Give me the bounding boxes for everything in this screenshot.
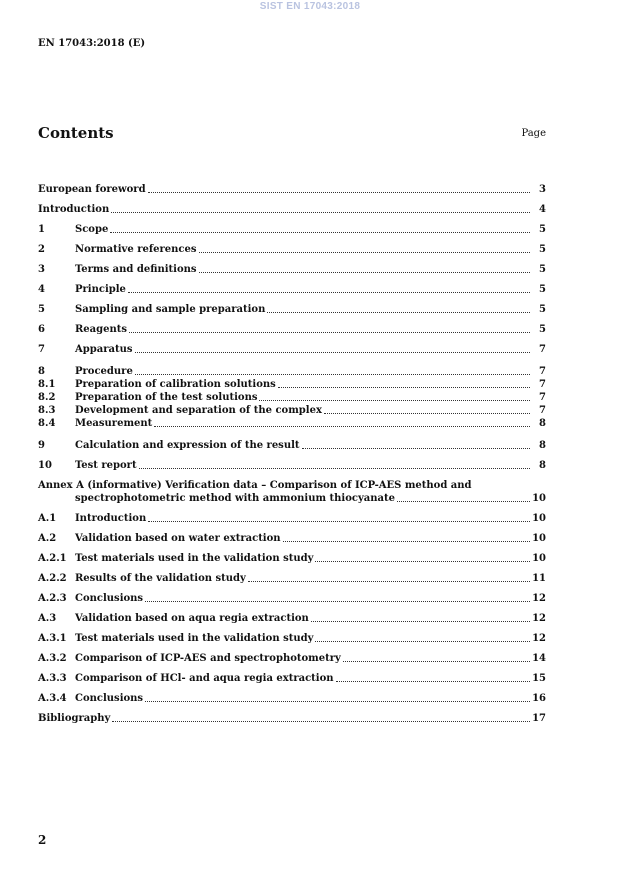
toc-entry-title: Test materials used in the validation study	[75, 553, 314, 564]
toc-entry-number: 4	[38, 284, 45, 295]
toc-entry-number: 8.2	[38, 392, 56, 403]
toc-entry-page: 10	[532, 533, 546, 544]
toc-entry-number: 2	[38, 244, 45, 255]
toc-entry-foreword[interactable]	[38, 183, 546, 196]
toc-entry-page: 3	[539, 184, 546, 195]
toc-entry-page: 15	[532, 673, 546, 684]
toc-leader	[112, 721, 530, 722]
toc-entry-a-3-1[interactable]	[38, 632, 546, 645]
toc-entry-number: 9	[38, 440, 45, 451]
document-id: EN 17043:2018 (E)	[38, 38, 146, 49]
toc-entry-4[interactable]	[38, 283, 546, 296]
toc-entry-a-2[interactable]	[38, 532, 546, 545]
toc-entry-title: Validation based on water extraction	[75, 533, 281, 544]
toc-leader	[139, 468, 530, 469]
page-column-label: Page	[521, 128, 546, 139]
toc-entry-7[interactable]	[38, 343, 546, 356]
toc-entry-number: 8.4	[38, 418, 56, 429]
toc-entry-title: Reagents	[75, 324, 128, 335]
page-title: Contents	[38, 124, 114, 142]
toc-entry-number: A.2.2	[38, 573, 67, 584]
toc-entry-8-2[interactable]	[38, 391, 546, 404]
toc-entry-a-2-3[interactable]	[38, 592, 546, 605]
toc-entry-number: 1	[38, 224, 45, 235]
toc-annex-title-line2-row	[38, 492, 546, 505]
toc-entry-number: A.3.1	[38, 633, 67, 644]
toc-entry-title: Validation based on aqua regia extraction	[75, 613, 309, 624]
toc-entry-number: A.2.3	[38, 593, 67, 604]
toc-entry-title: European foreword	[38, 184, 146, 195]
toc-entry-page: 10	[532, 513, 546, 524]
toc-entry-number: A.3	[38, 613, 57, 624]
toc-leader	[315, 561, 530, 562]
toc-entry-title: Test report	[75, 460, 137, 471]
toc-entry-page: 16	[532, 693, 546, 704]
toc-entry-5[interactable]	[38, 303, 546, 316]
toc-entry-title: Preparation of calibration solutions	[75, 379, 276, 390]
toc-entry-number: A.1	[38, 513, 57, 524]
toc-entry-page: 10	[532, 493, 546, 504]
toc-entry-6[interactable]	[38, 323, 546, 336]
toc-leader	[278, 387, 530, 388]
toc-entry-2[interactable]	[38, 243, 546, 256]
toc-leader	[148, 521, 530, 522]
toc-leader	[145, 701, 530, 702]
toc-leader	[311, 621, 530, 622]
toc-entry-page: 5	[539, 244, 546, 255]
toc-entry-title: Comparison of HCl- and aqua regia extraction	[75, 673, 334, 684]
toc-annex-title-line1: Annex A (informative) Verification data – Comparison of ICP-AES method and	[38, 480, 472, 491]
toc-entry-page: 14	[532, 653, 546, 664]
toc-leader	[267, 312, 530, 313]
toc-entry-number: A.2.1	[38, 553, 67, 564]
toc-leader	[154, 426, 530, 427]
toc-entry-page: 10	[532, 553, 546, 564]
toc-entry-a-1[interactable]	[38, 512, 546, 525]
toc-entry-a-2-1[interactable]	[38, 552, 546, 565]
toc-entry-page: 7	[539, 344, 546, 355]
toc-entry-number: 6	[38, 324, 45, 335]
toc-entry-page: 12	[532, 633, 546, 644]
toc-leader	[129, 332, 530, 333]
toc-entry-page: 8	[539, 440, 546, 451]
toc-entry-title: Procedure	[75, 366, 133, 377]
toc-entry-a-3-3[interactable]	[38, 672, 546, 685]
toc-entry-title: Terms and definitions	[75, 264, 197, 275]
toc-entry-title: Comparison of ICP-AES and spectrophotometry	[75, 653, 341, 664]
toc-entry-title: Scope	[75, 224, 109, 235]
toc-entry-number: 8.1	[38, 379, 56, 390]
toc-entry-title: Introduction	[38, 204, 110, 215]
toc-entry-number: 10	[38, 460, 52, 471]
toc-entry-title: Sampling and sample preparation	[75, 304, 266, 315]
toc-entry-title: Preparation of the test solutions	[75, 392, 258, 403]
toc-entry-page: 7	[539, 405, 546, 416]
toc-entry-number: A.3.4	[38, 693, 67, 704]
toc-entry-a-3-2[interactable]	[38, 652, 546, 665]
toc-entry-page: 12	[532, 593, 546, 604]
toc-entry-page: 17	[532, 713, 546, 724]
toc-entry-3[interactable]	[38, 263, 546, 276]
toc-entry-number: A.3.2	[38, 653, 67, 664]
toc-entry-title: Normative references	[75, 244, 197, 255]
toc-entry-title: Conclusions	[75, 693, 144, 704]
toc-entry-8-1[interactable]	[38, 378, 546, 391]
toc-entry-page: 7	[539, 379, 546, 390]
toc-entry-annex-a[interactable]	[38, 479, 546, 505]
toc-entry-10[interactable]	[38, 459, 546, 472]
table-of-contents	[38, 183, 546, 725]
toc-entry-title: Introduction	[75, 513, 147, 524]
toc-leader	[135, 352, 531, 353]
toc-entry-number: 8.3	[38, 405, 56, 416]
toc-entry-page: 12	[532, 613, 546, 624]
toc-entry-title: Test materials used in the validation study	[75, 633, 314, 644]
toc-entry-page: 5	[539, 224, 546, 235]
toc-entry-number: 8	[38, 366, 45, 377]
toc-entry-a-3-4[interactable]	[38, 692, 546, 705]
toc-entry-number: A.2	[38, 533, 57, 544]
watermark: SIST EN 17043:2018	[259, 1, 361, 12]
toc-leader	[336, 681, 530, 682]
toc-entry-number: 3	[38, 264, 45, 275]
toc-entry-title: Bibliography	[38, 713, 111, 724]
toc-entry-page: 11	[532, 573, 546, 584]
toc-entry-8-4[interactable]	[38, 417, 546, 430]
toc-entry-number: A.3.3	[38, 673, 67, 684]
toc-leader	[111, 212, 530, 213]
toc-entry-1[interactable]	[38, 223, 546, 236]
toc-entry-8-3[interactable]	[38, 404, 546, 417]
toc-entry-page: 5	[539, 284, 546, 295]
toc-leader	[145, 601, 530, 602]
toc-entry-title: Conclusions	[75, 593, 144, 604]
toc-leader	[148, 192, 530, 193]
toc-entry-page: 4	[539, 204, 546, 215]
toc-entry-a-2-2[interactable]	[38, 572, 546, 585]
toc-entry-title: Results of the validation study	[75, 573, 246, 584]
toc-leader	[199, 252, 531, 253]
toc-entry-page: 5	[539, 264, 546, 275]
toc-annex-title-line2: spectrophotometric method with ammonium thiocyanate	[75, 493, 395, 504]
toc-leader	[315, 641, 530, 642]
toc-leader	[324, 413, 530, 414]
toc-leader	[128, 292, 530, 293]
toc-leader	[248, 581, 530, 582]
toc-entry-number: 5	[38, 304, 45, 315]
toc-entry-number: 7	[38, 344, 45, 355]
toc-entry-page: 5	[539, 304, 546, 315]
toc-entry-9[interactable]	[38, 439, 546, 452]
footer-page-number: 2	[38, 833, 47, 847]
toc-leader	[259, 400, 530, 401]
toc-leader	[397, 501, 530, 502]
toc-entry-title: Development and separation of the complex	[75, 405, 322, 416]
toc-entry-page: 8	[539, 460, 546, 471]
toc-entry-page: 7	[539, 366, 546, 377]
toc-entry-title: Principle	[75, 284, 126, 295]
toc-entry-introduction[interactable]	[38, 203, 546, 216]
toc-entry-title: Calculation and expression of the result	[75, 440, 300, 451]
toc-entry-page: 5	[539, 324, 546, 335]
toc-entry-title: Apparatus	[75, 344, 133, 355]
toc-leader	[110, 232, 530, 233]
toc-entry-bibliography[interactable]	[38, 712, 546, 725]
toc-leader	[199, 272, 530, 273]
toc-entry-page: 8	[539, 418, 546, 429]
toc-leader	[135, 374, 530, 375]
toc-entry-8[interactable]	[38, 365, 546, 378]
toc-entry-title: Measurement	[75, 418, 153, 429]
toc-leader	[343, 661, 530, 662]
toc-entry-page: 7	[539, 392, 546, 403]
toc-leader	[283, 541, 530, 542]
toc-entry-a-3[interactable]	[38, 612, 546, 625]
toc-leader	[302, 448, 530, 449]
